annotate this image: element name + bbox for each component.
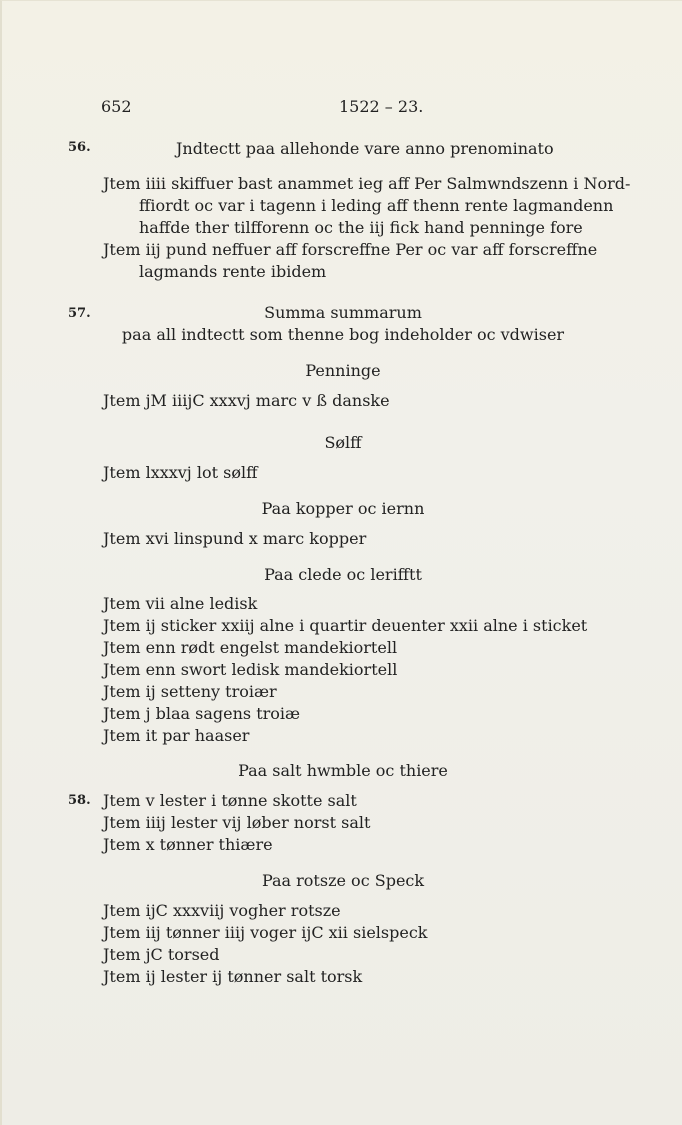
entry-line: Jtem j blaa sagens troiæ (103, 704, 301, 723)
entry-line: Jtem iij tønner iiij voger ijC xii sielspeck (103, 923, 428, 942)
entry-line: Jtem iiij lester vij løber norst salt (103, 813, 371, 832)
group-heading: Penninge (305, 361, 381, 380)
group-heading: Paa rotsze oc Speck (261, 871, 425, 890)
entry-line: Jtem jC torsed (103, 945, 220, 964)
entry-line: Jtem v lester i tønne skotte salt (103, 791, 357, 810)
section-number-56: 56. (68, 140, 91, 155)
group-heading: Paa clede oc lerifftt (264, 565, 422, 584)
entry-line: Jtem x tønner thiære (103, 835, 273, 854)
entry-line: Jtem ij sticker xxiij alne i quartir deuenter xxii alne i sticket (103, 616, 588, 635)
entry-line: haffde ther tilfforenn oc the iij fick hand penninge fore (139, 218, 583, 237)
page-years: 1522 – 23. (339, 97, 424, 116)
section-number-57: 57. (68, 306, 91, 321)
entry-line: Jtem enn rødt engelst mandekiortell (103, 638, 398, 657)
entry-line: ffiordt oc var i tagenn i leding aff thenn rente lagmandenn (139, 196, 614, 215)
section-subtitle-57: paa all indtectt som thenne bog indeholder oc vdwiser (121, 325, 565, 344)
entry-line: Jtem iiii skiffuer bast anammet ieg aff Per Salmwndszenn i Nord- (103, 174, 631, 193)
entry-line: Jtem ij lester ij tønner salt torsk (103, 967, 363, 986)
page-number: 652 (101, 97, 132, 116)
entry-line: Jtem enn swort ledisk mandekiortell (103, 660, 398, 679)
entry-line: Jtem it par haaser (103, 726, 250, 745)
group-heading: Paa salt hwmble oc thiere (238, 761, 448, 780)
group-heading: Paa kopper oc iernn (261, 499, 425, 518)
entry-line: lagmands rente ibidem (139, 262, 327, 281)
entry-line: Jtem lxxxvj lot sølff (103, 463, 258, 482)
entry-line: Jtem jM iiijC xxxvj marc v ß danske (103, 391, 390, 410)
entry-line: Jtem vii alne ledisk (103, 594, 258, 613)
section-number-58: 58. (68, 793, 91, 808)
entry-line: Jtem ij setteny troiær (103, 682, 277, 701)
section-title-56: Jndtectt paa allehonde vare anno prenominato (176, 139, 554, 158)
entry-line: Jtem xvi linspund x marc kopper (103, 529, 367, 548)
entry-line: Jtem iij pund neffuer aff forscreffne Per oc var aff forscreffne (103, 240, 598, 259)
group-heading: Sølff (324, 433, 362, 452)
entry-line: Jtem ijC xxxviij vogher rotsze (103, 901, 341, 920)
section-title-57: Summa summarum (264, 303, 422, 322)
